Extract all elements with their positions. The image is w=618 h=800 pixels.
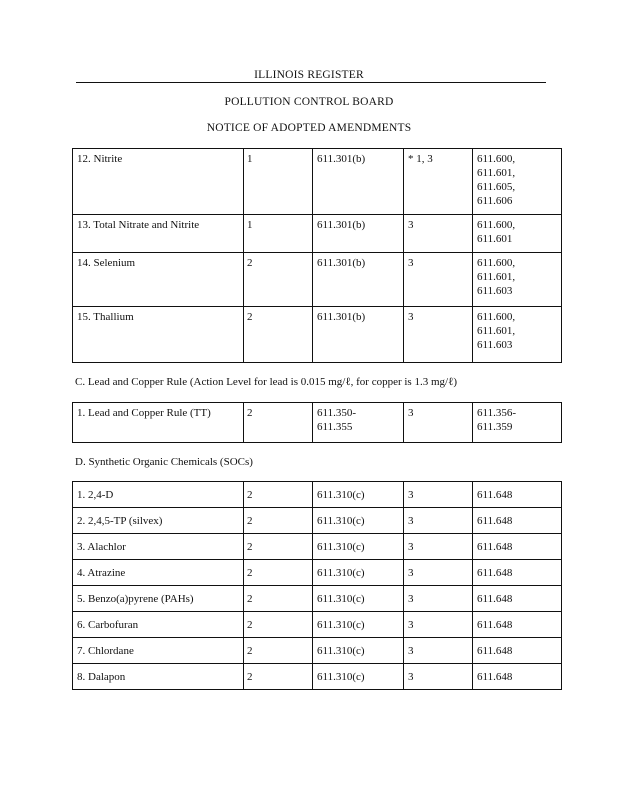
column-4-cell: 3 xyxy=(404,638,473,664)
contaminant-cell: 12. Nitrite xyxy=(73,149,244,215)
section-c-title: C. Lead and Copper Rule (Action Level for lead is 0.015 mg/ℓ, for copper is 1.3 mg/ℓ) xyxy=(75,376,458,388)
column-2-cell: 2 xyxy=(244,403,313,443)
section-cell: 611.301(b) xyxy=(313,307,404,363)
table-row xyxy=(73,149,562,215)
board-title: POLLUTION CONTROL BOARD xyxy=(224,96,394,108)
section-cell: 611.310(c) xyxy=(313,508,404,534)
column-2-cell: 2 xyxy=(244,482,313,508)
references-cell: 611.648 xyxy=(473,482,562,508)
contaminant-cell: 1. 2,4-D xyxy=(73,482,244,508)
table-row xyxy=(73,482,562,508)
table-row xyxy=(73,508,562,534)
references-cell: 611.648 xyxy=(473,612,562,638)
table-row xyxy=(73,253,562,307)
column-4-cell: * 1, 3 xyxy=(404,149,473,215)
references-cell: 611.648 xyxy=(473,638,562,664)
column-4-cell: 3 xyxy=(404,403,473,443)
column-2-cell: 2 xyxy=(244,638,313,664)
column-2-cell: 2 xyxy=(244,560,313,586)
references-cell: 611.600, 611.601, 611.603 xyxy=(473,253,562,307)
notice-title: NOTICE OF ADOPTED AMENDMENTS xyxy=(206,122,412,134)
contaminant-cell: 13. Total Nitrate and Nitrite xyxy=(73,215,244,253)
table-row xyxy=(73,215,562,253)
contaminant-table-b xyxy=(72,148,562,363)
references-cell: 611.648 xyxy=(473,508,562,534)
table-row xyxy=(73,638,562,664)
contaminant-cell: 14. Selenium xyxy=(73,253,244,307)
section-cell: 611.310(c) xyxy=(313,664,404,690)
contaminant-cell: 8. Dalapon xyxy=(73,664,244,690)
contaminant-cell: 15. Thallium xyxy=(73,307,244,363)
table-row xyxy=(73,307,562,363)
header-rule xyxy=(76,82,546,83)
section-cell: 611.350- 611.355 xyxy=(313,403,404,443)
lead-copper-table xyxy=(72,402,562,443)
section-cell: 611.310(c) xyxy=(313,638,404,664)
soc-table xyxy=(72,481,562,690)
column-2-cell: 1 xyxy=(244,215,313,253)
contaminant-cell: 7. Chlordane xyxy=(73,638,244,664)
section-d-title: D. Synthetic Organic Chemicals (SOCs) xyxy=(75,456,253,468)
table-row xyxy=(73,586,562,612)
contaminant-cell: 4. Atrazine xyxy=(73,560,244,586)
references-cell: 611.600, 611.601 xyxy=(473,215,562,253)
references-cell: 611.600, 611.601, 611.605, 611.606 xyxy=(473,149,562,215)
contaminant-cell: 2. 2,4,5-TP (silvex) xyxy=(73,508,244,534)
references-cell: 611.356- 611.359 xyxy=(473,403,562,443)
column-2-cell: 2 xyxy=(244,586,313,612)
column-2-cell: 2 xyxy=(244,253,313,307)
section-cell: 611.310(c) xyxy=(313,482,404,508)
column-4-cell: 3 xyxy=(404,307,473,363)
column-2-cell: 2 xyxy=(244,534,313,560)
references-cell: 611.600, 611.601, 611.603 xyxy=(473,307,562,363)
section-cell: 611.310(c) xyxy=(313,560,404,586)
table-row xyxy=(73,403,562,443)
references-cell: 611.648 xyxy=(473,586,562,612)
section-cell: 611.310(c) xyxy=(313,534,404,560)
column-2-cell: 2 xyxy=(244,508,313,534)
column-2-cell: 2 xyxy=(244,612,313,638)
column-4-cell: 3 xyxy=(404,253,473,307)
column-4-cell: 3 xyxy=(404,612,473,638)
column-4-cell: 3 xyxy=(404,534,473,560)
table-row xyxy=(73,560,562,586)
references-cell: 611.648 xyxy=(473,560,562,586)
column-4-cell: 3 xyxy=(404,560,473,586)
column-4-cell: 3 xyxy=(404,664,473,690)
section-cell: 611.310(c) xyxy=(313,612,404,638)
table-row xyxy=(73,534,562,560)
column-4-cell: 3 xyxy=(404,586,473,612)
section-cell: 611.301(b) xyxy=(313,149,404,215)
column-2-cell: 2 xyxy=(244,664,313,690)
column-4-cell: 3 xyxy=(404,482,473,508)
register-title: ILLINOIS REGISTER xyxy=(254,69,364,81)
column-4-cell: 3 xyxy=(404,215,473,253)
column-2-cell: 1 xyxy=(244,149,313,215)
section-cell: 611.301(b) xyxy=(313,215,404,253)
contaminant-cell: 3. Alachlor xyxy=(73,534,244,560)
references-cell: 611.648 xyxy=(473,664,562,690)
table-row xyxy=(73,612,562,638)
column-2-cell: 2 xyxy=(244,307,313,363)
contaminant-cell: 6. Carbofuran xyxy=(73,612,244,638)
column-4-cell: 3 xyxy=(404,508,473,534)
section-cell: 611.301(b) xyxy=(313,253,404,307)
table-row xyxy=(73,664,562,690)
section-cell: 611.310(c) xyxy=(313,586,404,612)
references-cell: 611.648 xyxy=(473,534,562,560)
contaminant-cell: 1. Lead and Copper Rule (TT) xyxy=(73,403,244,443)
contaminant-cell: 5. Benzo(a)pyrene (PAHs) xyxy=(73,586,244,612)
